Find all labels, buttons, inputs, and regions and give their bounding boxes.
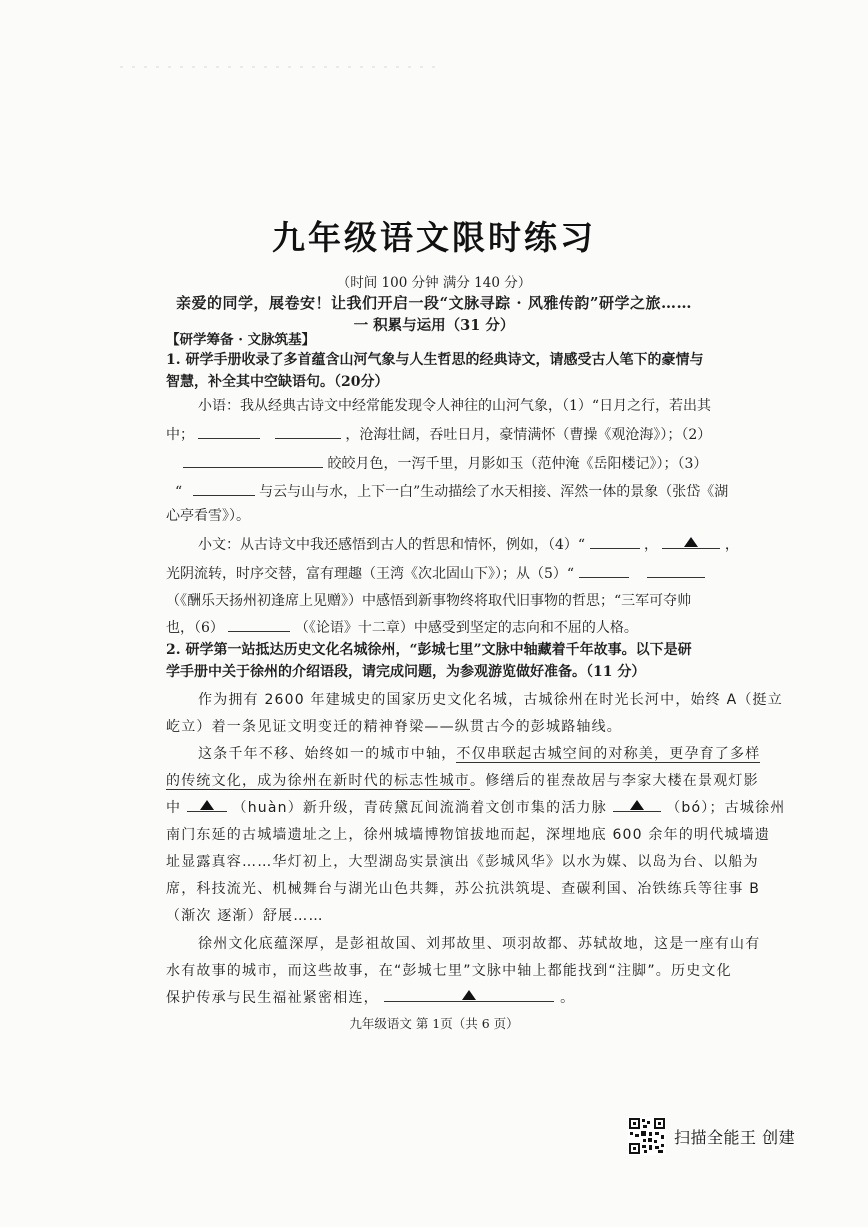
triangle-marker-icon (462, 990, 476, 1000)
q1-text-fragment: “ (175, 484, 183, 500)
passage-fragment: （huàn）新升级，青砖黛瓦间流淌着文创市集的活力脉 (232, 800, 607, 816)
page-title: 九年级语文限时练习 (272, 218, 596, 257)
q1-text-fragment: 小文：从古诗文中我还感悟到古人的哲思和情怀，例如，（4）“ (198, 537, 586, 553)
underlined-sentence: 的传统文化，成为徐州在新时代的标志性城市 (166, 773, 470, 789)
passage-line (198, 744, 760, 764)
passage-line: 屹立）着一条见证文明变迁的精神脊梁——纵贯古今的彭城路轴线。 (166, 719, 622, 735)
passage-fragment: 中 (166, 800, 182, 816)
page-footer: 九年级语文 第 1页（共 6 页） (349, 1016, 519, 1031)
q1-text-line7: 心亭看雪》）。 (166, 508, 250, 524)
passage-line (166, 771, 759, 791)
passage-fragment: 。 (560, 990, 576, 1006)
q1-stem-line2: 智慧，补全其中空缺语句。（20分） (166, 374, 389, 390)
passage-line: 席，科技流光、机械舞台与湖光山色共舞，苏公抗洪筑堤、查碳利国、冶铁练兵等往事 B (166, 881, 761, 897)
q1-text-line9 (166, 564, 705, 584)
answer-blank[interactable] (662, 536, 720, 549)
passage-line: 南门东延的古城墙遗址之上，徐州城墙博物馆拔地而起，深埋地底 600 余年的明代城墙遗 (166, 827, 771, 843)
answer-blank[interactable] (613, 799, 661, 812)
q1-text-fragment: （《论语》十二章）中感受到坚定的志向和不屈的人格。 (294, 620, 638, 636)
answer-blank[interactable] (647, 565, 705, 578)
scan-artifact (120, 55, 440, 61)
underlined-sentence: 不仅串联起古城空间的对称美，更孕育了多样 (456, 746, 761, 762)
triangle-marker-icon (200, 800, 214, 810)
passage-fragment: 这条千年不移、始终如一的城市中轴， (198, 746, 457, 762)
q1-text-fragment: 皎皎月色，一泻千里，月影如玉（范仲淹《岳阳楼记》）；（3） (327, 456, 708, 472)
answer-blank[interactable] (275, 426, 341, 439)
q1-text-fragment: 中； (166, 427, 194, 443)
q1-text-line10: （《酬乐天扬州初逢席上见赠》）中感悟到新事物终将取代旧事物的哲思；“三军可夺帅 (166, 593, 692, 609)
answer-blank[interactable] (579, 565, 629, 578)
passage-line: 水有故事的城市，而这些故事，在“彭城七里”文脉中轴上都能找到“注脚”。历史文化 (166, 963, 732, 979)
q1-text-fragment: 与云与山与水，上下一白”生动描绘了水天相接、浑然一体的景象（张岱《湖 (259, 484, 729, 500)
intro-text: 亲爱的同学，展卷安！让我们开启一段“文脉寻踪 · 风雅传韵”研学之旅…… (176, 294, 692, 312)
q1-text-fragment: ， (643, 537, 658, 553)
answer-blank[interactable] (590, 536, 640, 549)
q1-text-line8 (198, 535, 739, 555)
passage-fragment: （bó）；古城徐州 (666, 800, 786, 816)
q1-text-line5 (183, 454, 707, 474)
q1-text-fragment: 光阴流转，时序交替，富有理趣（王湾《次北固山下》）；从（5）“ (166, 566, 575, 582)
q1-text-fragment: ，沧海壮阔，吞吐日月，豪情满怀（曹操《观沧海》）；（2） (345, 427, 712, 443)
passage-line: 徐州文化底蕴深厚，是彭祖故国、刘邦故里、项羽故都、苏轼故地，这是一座有山有 (198, 936, 761, 952)
camscanner-label: 扫描全能王 创建 (674, 1127, 796, 1147)
triangle-marker-icon (630, 800, 644, 810)
q2-stem-line1: 2. 研学第一站抵达历史文化名城徐州，“彭城七里”文脉中轴藏着千年故事。以下是研 (166, 642, 692, 658)
passage-fragment: 保护传承与民生福祉紧密相连， (166, 990, 379, 1006)
passage-line: 作为拥有 2600 年建城史的国家历史文化名城，古城徐州在时光长河中，始终 A（挺立 (198, 692, 783, 708)
passage-line (166, 798, 786, 818)
passage-line: 址显露真容……华灯初上，大型湖岛实景演出《彭城风华》以水为媒、以岛为台、以船为 (166, 854, 759, 870)
answer-blank[interactable] (193, 483, 255, 496)
answer-blank[interactable] (384, 989, 554, 1002)
answer-blank[interactable] (228, 619, 290, 632)
answer-blank[interactable] (183, 455, 323, 468)
passage-line: （渐次 逐渐）舒展…… (166, 908, 324, 924)
q1-text-line6 (175, 482, 728, 502)
q1-text-fragment: ， (724, 537, 739, 553)
answer-blank[interactable] (198, 426, 260, 439)
q1-stem-line1: 1. 研学手册收录了多首蕴含山河气象与人生哲思的经典诗文，请感受古人笔下的豪情与 (166, 352, 704, 368)
q1-text-line11 (166, 618, 638, 638)
q1-text-line4 (166, 425, 711, 445)
q2-stem-line2: 学手册中关于徐州的介绍语段，请完成问题，为参观游览做好准备。（11 分） (166, 664, 646, 680)
camscanner-watermark (628, 1117, 795, 1155)
section-heading: 一 积累与运用（31 分） (353, 317, 515, 334)
q1-text-fragment: 也，（6） (166, 620, 224, 636)
triangle-marker-icon (684, 537, 698, 547)
qr-code-icon (628, 1117, 666, 1155)
answer-blank[interactable] (187, 799, 227, 812)
passage-line (166, 988, 575, 1008)
exam-info: （时间 100 分钟 满分 140 分） (336, 275, 532, 291)
passage-fragment: 。修缮后的崔焘故居与李家大楼在景观灯影 (470, 773, 759, 789)
q1-text-line3: 小语：我从经典古诗文中经常能发现令人神往的山河气象，（1）“日月之行，若出其 (198, 398, 712, 414)
part-heading: 【研学筹备 · 文脉筑基】 (166, 332, 316, 348)
